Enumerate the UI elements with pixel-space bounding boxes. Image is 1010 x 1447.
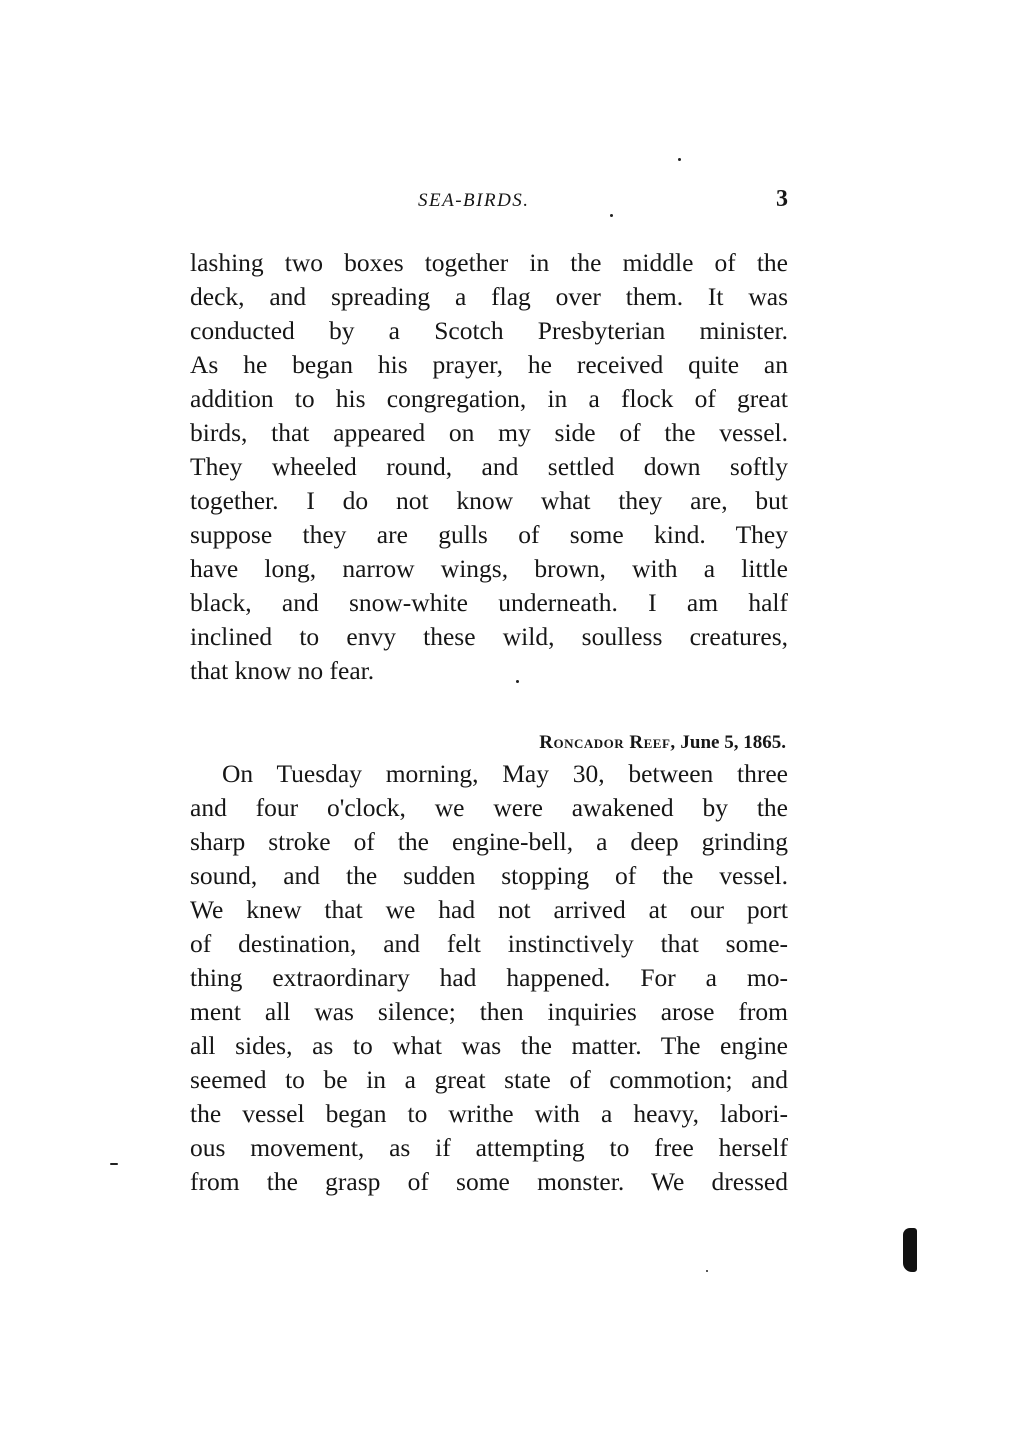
text-line: On Tuesday morning, May 30, between three — [222, 759, 788, 788]
scan-speck — [678, 158, 681, 161]
text-line: black, and snow-white underneath. I am half — [190, 588, 788, 617]
text-line: that know no fear. — [190, 656, 375, 685]
text-line: from the grasp of some monster. We dressed — [190, 1167, 788, 1196]
text-line: have long, narrow wings, brown, with a little — [190, 554, 788, 583]
text-line: the vessel began to writhe with a heavy, labori- — [190, 1099, 788, 1128]
text-line: lashing two boxes together in the middle of the — [190, 248, 788, 277]
dateline-date: June 5, 1865. — [680, 732, 786, 753]
text-line: inclined to envy these wild, soulless creatures, — [190, 622, 788, 651]
page-header — [190, 188, 790, 218]
text-line: suppose they are gulls of some kind. They — [190, 520, 788, 549]
paragraph-new — [190, 757, 788, 1199]
paragraph-continued — [190, 246, 788, 688]
scan-edge-mark — [903, 1228, 917, 1272]
text-line: conducted by a Scotch Presbyterian minister. — [190, 316, 788, 345]
text-line: seemed to be in a great state of commotion; and — [190, 1065, 788, 1094]
text-line: ment all was silence; then inquiries arose from — [190, 997, 788, 1026]
scan-speck — [110, 1163, 118, 1165]
text-line: As he began his prayer, he received quite an — [190, 350, 788, 379]
text-line: sound, and the sudden stopping of the vessel. — [190, 861, 788, 890]
dateline-place: Roncador Reef, — [539, 732, 676, 753]
page-number: 3 — [776, 186, 788, 212]
text-line: ous movement, as if attempting to free herself — [190, 1133, 788, 1162]
running-head: SEA-BIRDS. — [418, 190, 530, 211]
text-line: They wheeled round, and settled down softly — [190, 452, 788, 481]
scan-speck — [516, 680, 519, 683]
text-line: together. I do not know what they are, but — [190, 486, 788, 515]
text-line: of destination, and felt instinctively that some- — [190, 929, 788, 958]
text-line: deck, and spreading a flag over them. It was — [190, 282, 788, 311]
text-line: thing extraordinary had happened. For a mo- — [190, 963, 788, 992]
scan-speck — [610, 214, 613, 217]
text-line: addition to his congregation, in a flock of great — [190, 384, 788, 413]
text-line: and four o'clock, we were awakened by the — [190, 793, 788, 822]
text-line: birds, that appeared on my side of the vessel. — [190, 418, 788, 447]
text-line: sharp stroke of the engine-bell, a deep grinding — [190, 827, 788, 856]
text-line: all sides, as to what was the matter. The engine — [190, 1031, 788, 1060]
dateline — [190, 732, 786, 754]
scan-speck — [706, 1270, 708, 1272]
text-line: We knew that we had not arrived at our port — [190, 895, 788, 924]
